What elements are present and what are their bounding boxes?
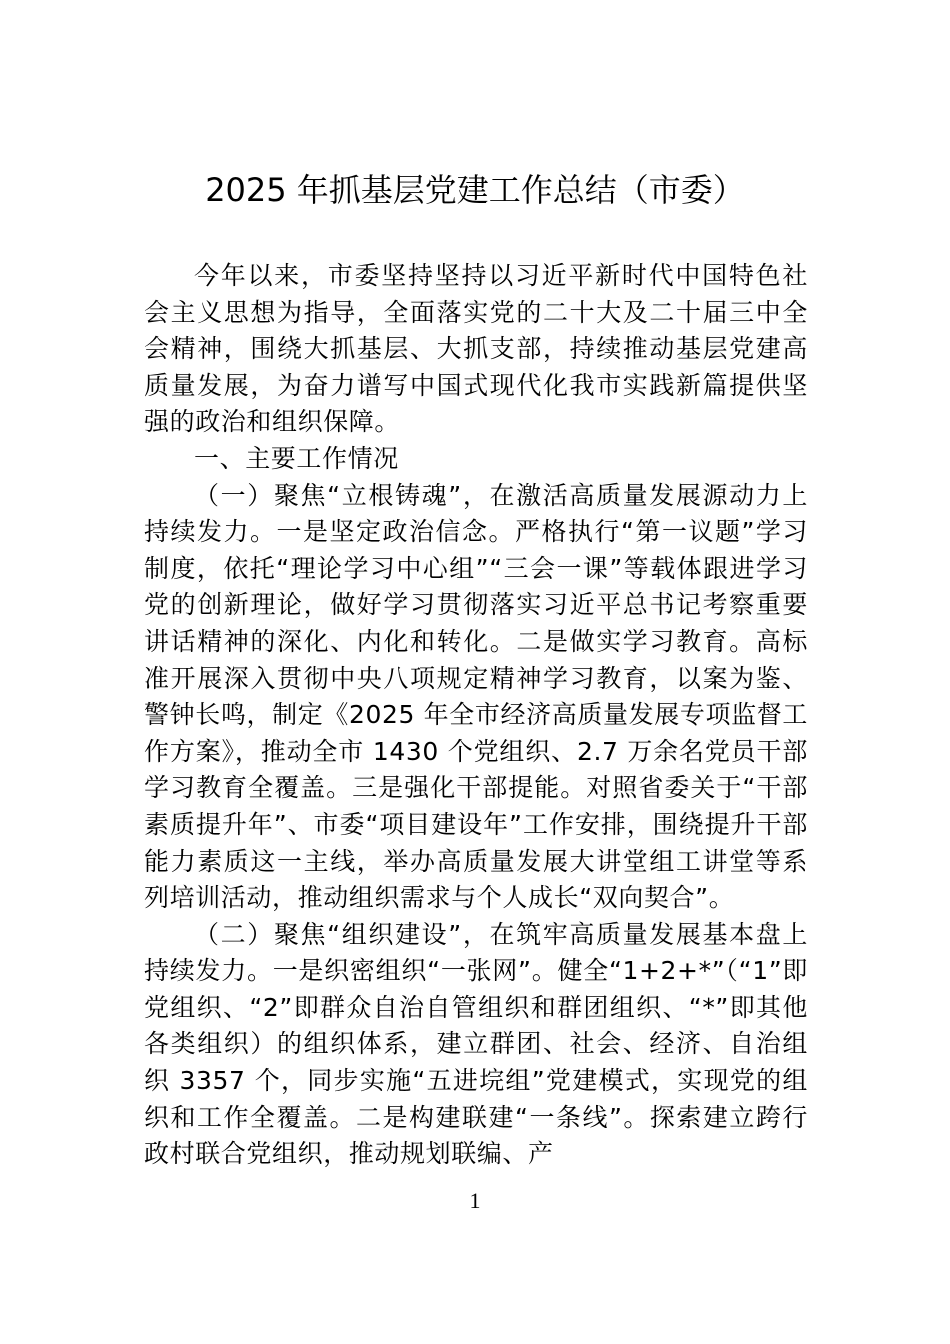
page-number: 1	[469, 1188, 481, 1213]
section-heading: 一、主要工作情况	[194, 443, 399, 473]
body-paragraph: （一）聚焦“立根铸魂”，在激活高质量发展源动力上持续发力。一是坚定政治信念。严格执行“第一议题”学习制度，依托“理论学习中心组”“三会一课”等载体跟进学习党的创新理论，做好学习贯彻落实习近平总书记考察重要讲话精神的深化、内化和转化。二是做实学习教育。高标准开展深入贯彻中央八项规定精神学习教育，以案为鉴、警钟长鸣，制定《2025 年全市经济高质量发展专项监督工作方案》，推动全市 1430 个党组织、2.7 万余名党员干部学习教育全覆盖。三是强化干部提能。对照省委关于“干部素质提升年”、市委“项目建设年”工作安排，围绕提升干部能力素质这一主线，举办高质量发展大讲堂组工讲堂等系列培训活动，推动组织需求与个人成长“双向契合”。	[144, 480, 808, 913]
document-title: 2025 年抓基层党建工作总结（市委）	[205, 171, 745, 209]
body-paragraph: （二）聚焦“组织建设”，在筑牢高质量发展基本盘上持续发力。一是织密组织“一张网”。健全“1+2+*”（“1”即党组织、“2”即群众自治自管组织和群团组织、“*”即其他各类组织）的组织体系，建立群团、社会、经济、自治组织 3357 个，同步实施“五进垸组”党建模式，实现党的组织和工作全覆盖。二是构建联建“一条线”。探索建立跨行政村联合党组织，推动规划联编、产	[144, 919, 808, 1169]
document-body	[144, 258, 808, 1173]
intro-paragraph: 今年以来，市委坚持坚持以习近平新时代中国特色社会主义思想为指导，全面落实党的二十大及二十届三中全会精神，围绕大抓基层、大抓支部，持续推动基层党建高质量发展，为奋力谱写中国式现代化我市实践新篇提供坚强的政治和组织保障。	[144, 261, 808, 437]
